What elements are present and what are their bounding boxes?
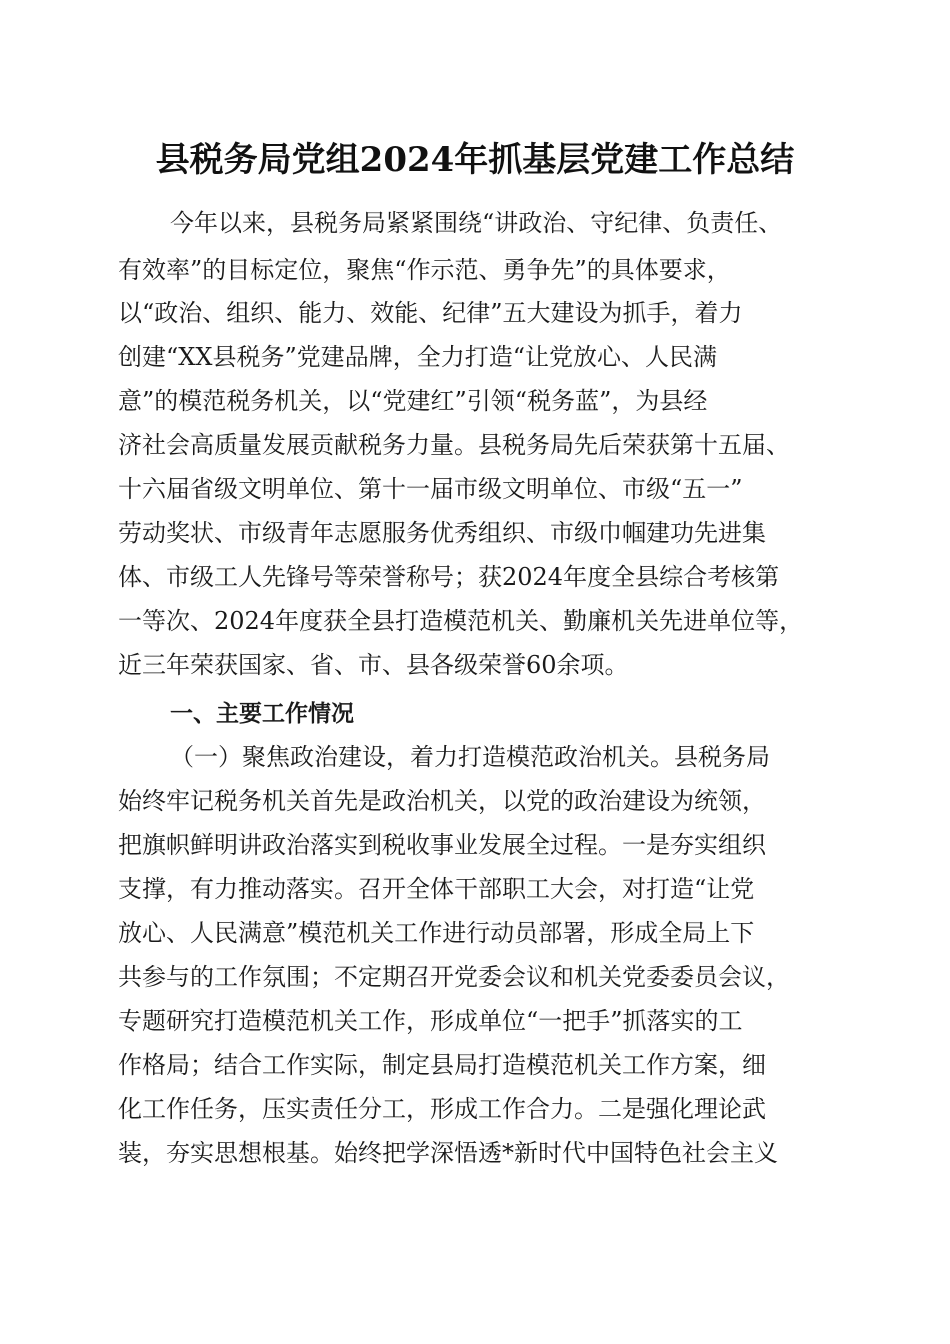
paragraph-line: 体、市级工人先锋号等荣誉称号；获2024年度全县综合考核第	[118, 563, 780, 591]
paragraph-line: 放心、人民满意”模范机关工作进行动员部署，形成全局上下	[118, 919, 755, 947]
paragraph-line: 有效率”的目标定位，聚焦“作示范、勇争先”的具体要求，	[118, 256, 731, 284]
subsection-heading-line: （一）聚焦政治建设，着力打造模范政治机关。县税务局	[170, 743, 770, 771]
paragraph-line: 创建“XX县税务”党建品牌，全力打造“让党放心、人民满	[118, 343, 717, 371]
paragraph-line: 以“政治、组织、能力、效能、纪律”五大建设为抓手，着力	[118, 299, 743, 327]
paragraph-line: 始终牢记税务机关首先是政治机关，以党的政治建设为统领，	[118, 787, 766, 815]
paragraph-line: 共参与的工作氛围；不定期召开党委会议和机关党委委员会议，	[118, 963, 790, 991]
paragraph-line: 作格局；结合工作实际，制定县局打造模范机关工作方案，细	[118, 1051, 766, 1079]
paragraph-line: 十六届省级文明单位、第十一届市级文明单位、市级“五一”	[118, 475, 743, 503]
paragraph-line: 支撑，有力推动落实。召开全体干部职工大会，对打造“让党	[118, 875, 755, 903]
paragraph-line: 专题研究打造模范机关工作，形成单位“一把手”抓落实的工	[118, 1007, 743, 1035]
paragraph-line: 今年以来，县税务局紧紧围绕“讲政治、守纪律、负责任、	[170, 209, 783, 237]
paragraph-line: 装，夯实思想根基。始终把学深悟透*新时代中国特色社会主义	[118, 1139, 778, 1167]
paragraph-line: 劳动奖状、市级青年志愿服务优秀组织、市级巾帼建功先进集	[118, 519, 766, 547]
paragraph-line: 济社会高质量发展贡献税务力量。县税务局先后荣获第十五届、	[118, 431, 790, 459]
paragraph-line: 近三年荣获国家、省、市、县各级荣誉60余项。	[118, 651, 629, 679]
section-heading: 一、主要工作情况	[170, 701, 354, 727]
paragraph-line: 意”的模范税务机关，以“党建红”引领“税务蓝”，为县经	[118, 387, 708, 415]
paragraph-line: 把旗帜鲜明讲政治落实到税收事业发展全过程。一是夯实组织	[118, 831, 766, 859]
paragraph-line: 化工作任务，压实责任分工，形成工作合力。二是强化理论武	[118, 1095, 766, 1123]
paragraph-line: 一等次、2024年度获全县打造模范机关、勤廉机关先进单位等，	[118, 607, 804, 635]
document-title: 县税务局党组2024年抓基层党建工作总结	[155, 140, 795, 180]
